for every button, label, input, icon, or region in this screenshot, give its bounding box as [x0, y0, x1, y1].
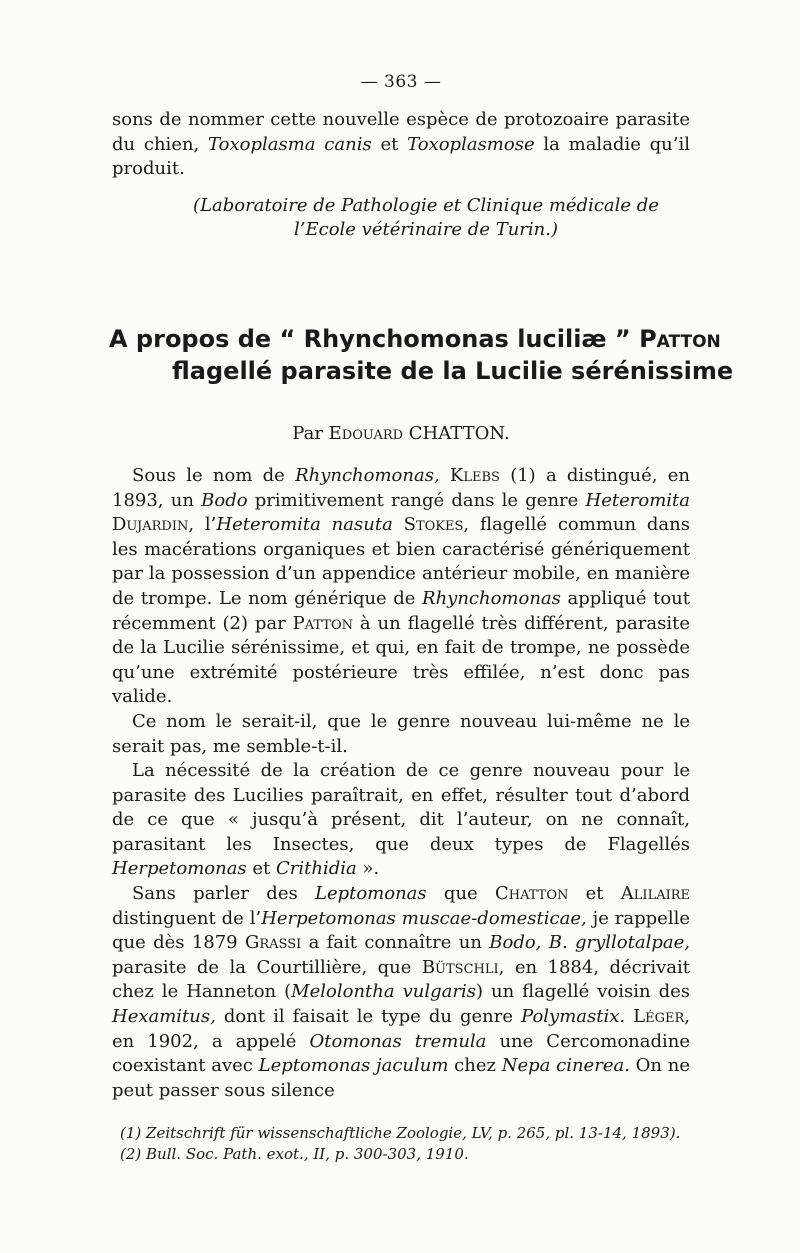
- p1-text: Sous le nom de: [132, 464, 296, 486]
- p1-author: Patton: [292, 612, 354, 634]
- p1-text: [393, 514, 404, 535]
- footnotes: [112, 1123, 690, 1165]
- p4-text: distinguent de l’: [112, 907, 262, 929]
- affiliation: [162, 194, 690, 243]
- page: [109, 72, 734, 1165]
- paragraph-4: [112, 882, 690, 1103]
- paragraph-3: [112, 759, 690, 882]
- title-line-1: [109, 323, 721, 355]
- p4-text: en 1902, a appelé: [112, 1030, 310, 1052]
- p4-genus: Polymastix.: [521, 1006, 626, 1028]
- p4-text: Sans parler des: [132, 883, 315, 905]
- p4-species: Bodo, B. gryllotalpae,: [489, 932, 690, 954]
- author-lastname: CHATTON.: [403, 422, 510, 444]
- p4-text: ) un flagellé voisin des: [475, 981, 691, 1003]
- p4-genus: Leptomonas: [314, 883, 427, 905]
- article-title: [109, 323, 734, 387]
- p1-author: Dujardin,: [112, 514, 195, 536]
- p3-text: et: [246, 858, 277, 880]
- p3-text: ».: [356, 858, 380, 880]
- p4-text: [625, 1006, 633, 1027]
- p4-text: a fait connaître un: [301, 932, 490, 954]
- p4-species: Leptomonas jaculum: [258, 1055, 449, 1077]
- p4-text: et: [568, 883, 621, 905]
- p1-author: Stokes,: [403, 514, 470, 536]
- p4-author: Alilaire: [620, 883, 690, 905]
- species-name: Toxoplasma canis: [208, 133, 372, 155]
- p1-text: primitivement rangé dans le genre: [247, 489, 586, 511]
- byline: [112, 423, 690, 444]
- p4-text: une Cercomonadine coexistant avec: [112, 1030, 691, 1077]
- p4-genus: Hexamitus,: [112, 1006, 216, 1028]
- p4-text: On ne peut passer sous silence: [112, 1055, 690, 1101]
- p1-genus: Rhynchomonas,: [295, 464, 440, 486]
- p1-text: [440, 465, 450, 486]
- p4-text: en 1884, décrivait chez le Hanneton (: [112, 956, 690, 1003]
- p1-genus: Bodo: [201, 489, 248, 511]
- p3-genus: Crithidia: [276, 858, 357, 880]
- p4-text: parasite de la Courtillière, que: [112, 956, 422, 978]
- p4-text: dont il faisait le type du genre: [215, 1006, 522, 1028]
- title-prefix: A propos de “ Rhynchomonas luciliæ ”: [109, 324, 640, 353]
- p1-text: appliqué tout récemment (2) par: [112, 587, 690, 634]
- byline-par: Par: [292, 422, 329, 444]
- paragraph-1: [112, 464, 690, 710]
- p4-author: Léger,: [633, 1006, 690, 1028]
- footnote-2: (2) Bull. Soc. Path. exot., II, p. 300-303, 1910.: [120, 1145, 469, 1164]
- author-firstname: Edouard: [328, 422, 404, 444]
- p4-author: Grassi: [244, 932, 302, 954]
- p1-species: Heteromita nasuta: [216, 514, 393, 536]
- p1-author: Klebs: [449, 464, 500, 486]
- disease-name: Toxoplasmose: [407, 133, 535, 155]
- p4-text: que: [426, 883, 495, 905]
- p4-species: Melolontha vulgaris: [291, 981, 476, 1003]
- p4-text: je rappelle que dès 1879: [112, 907, 690, 954]
- intro-text-3: la maladie qu’il produit.: [112, 133, 690, 180]
- affiliation-line-1: (Laboratoire de Pathologie et Clinique médicale de: [193, 194, 659, 216]
- p4-species: Nepa cinerea.: [501, 1055, 630, 1077]
- intro-paragraph: [112, 108, 690, 182]
- p1-text: (1) a distingué, en 1893, un: [112, 464, 690, 511]
- intro-text-1: sons de nommer cette nouvelle espèce de protozoaire parasite du chien,: [112, 109, 690, 155]
- p4-text: chez: [448, 1055, 502, 1077]
- p3-genus: Herpetomonas: [112, 858, 247, 880]
- p4-species: Herpetomonas muscae-domesticae,: [261, 907, 587, 929]
- p4-species: Otomonas tremula: [309, 1030, 487, 1052]
- p1-genus: Rhynchomonas: [422, 587, 561, 609]
- p1-text: à un flagellé très différent, parasite de la Lucilie sérénissime, et qui, en fait de trompe, ne possède qu’une extrémité postérieure très effilée, n’est donc pas valide.: [112, 612, 690, 708]
- p1-genus: Heteromita: [585, 489, 690, 511]
- paragraph-2: Ce nom le serait-il, que le genre nouveau lui-même ne le serait pas, me semble-t-il.: [112, 710, 690, 757]
- intro-text-2: et: [371, 133, 408, 155]
- affiliation-line-2: l’Ecole vétérinaire de Turin.): [294, 219, 558, 241]
- page-number: — 363 —: [360, 72, 442, 92]
- title-author: Patton: [639, 324, 721, 353]
- p3-text: La nécessité de la création de ce genre nouveau pour le parasite des Lucilies paraîtrait, en effet, résulter tout d’abord de ce que « jusqu’à présent, dit l’auteur, on ne connaît, parasitant les Insectes, que deux types de Flagellés: [112, 760, 690, 855]
- p1-text: l’: [194, 514, 217, 536]
- footnote-1: (1) Zeitschrift für wissenschaftliche Zoologie, LV, p. 265, pl. 13-14, 1893).: [120, 1124, 681, 1143]
- p1-text: flagellé commun dans les macérations organiques et bien caractérisé génériquement par la possession d’un appendice antérieur mobile, en manière de trompe. Le nom générique de: [112, 514, 690, 609]
- p4-author: Bütschli,: [421, 956, 505, 978]
- title-line-2: flagellé parasite de la Lucilie sérénissime: [172, 356, 734, 385]
- p4-author: Chatton: [494, 883, 569, 905]
